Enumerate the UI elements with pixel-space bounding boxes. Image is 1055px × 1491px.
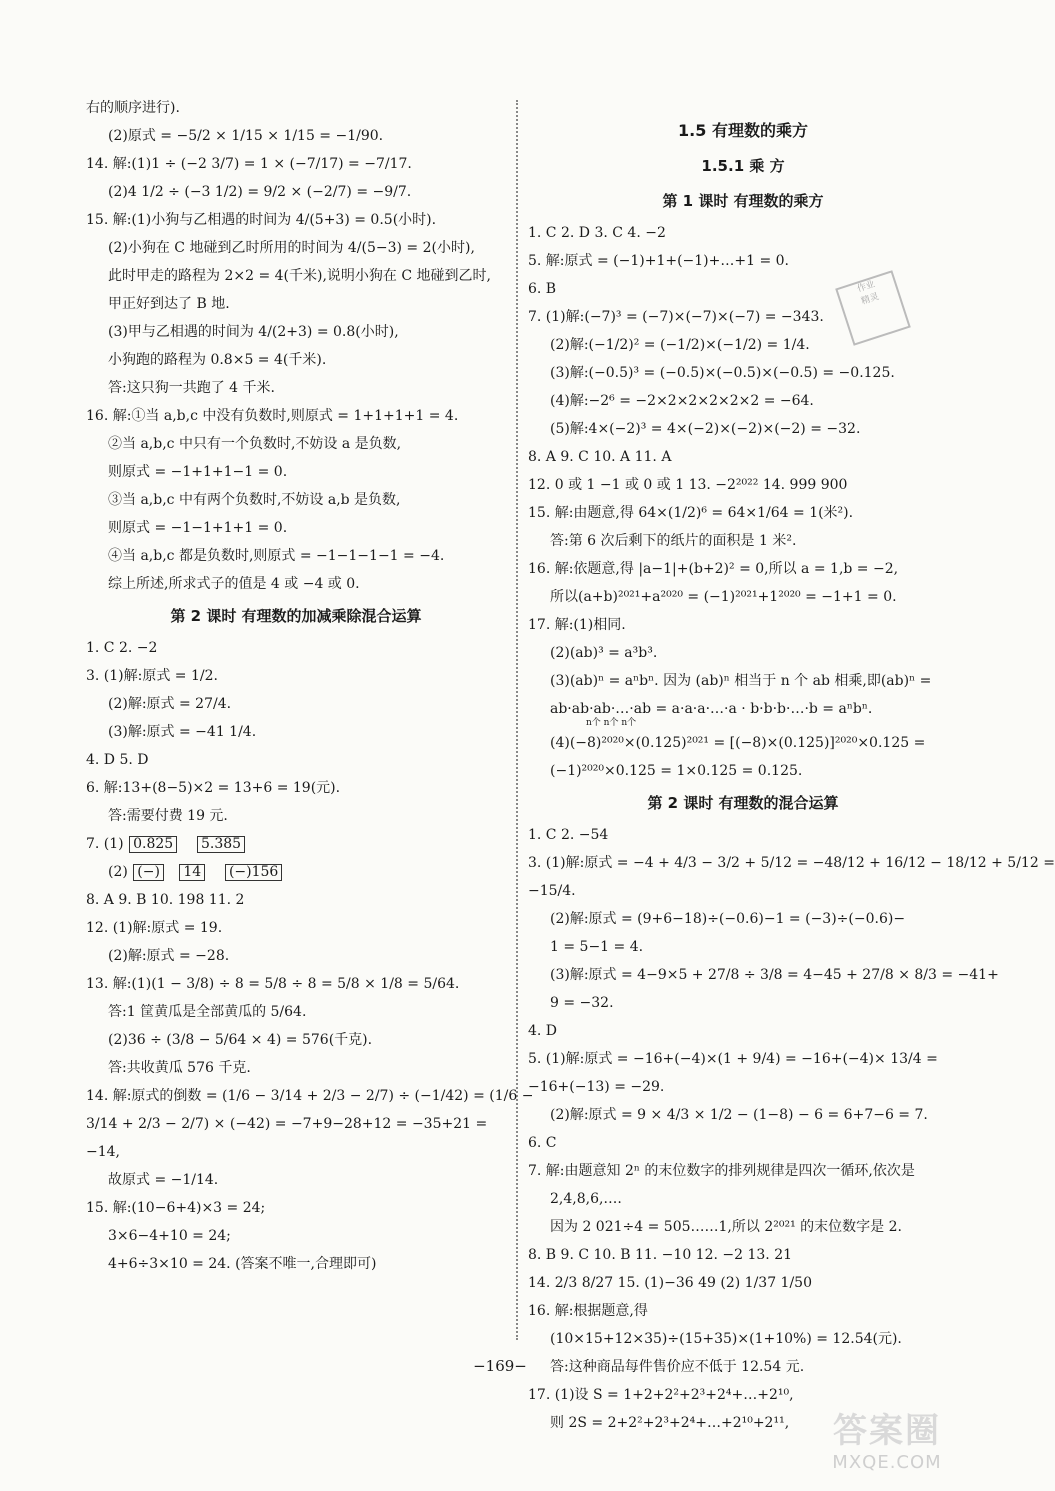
answer-box: 14 [179, 864, 205, 881]
text-line: 所以(a+b)²⁰²¹+a²⁰²⁰ = (−1)²⁰²¹+1²⁰²⁰ = −1+1 = 0. [550, 589, 897, 605]
text-line: 16. 解:①当 a,b,c 中没有负数时,则原式 = 1+1+1+1 = 4. [86, 408, 459, 424]
text-line: (4)(−8)²⁰²⁰×(0.125)²⁰²¹ = [(−8)×(0.125)]²⁰²⁰×0.125 = [550, 735, 926, 751]
text-line: 答:需要付费 19 元. [108, 808, 228, 824]
text-line: (2)解:原式 = 27/4. [108, 696, 232, 712]
text-line: 5. 解:原式 = (−1)+1+(−1)+…+1 = 0. [528, 253, 790, 269]
text-line: 15. 解:(10−6+4)×3 = 24; [86, 1200, 266, 1216]
text-line: (3)甲与乙相遇的时间为 4/(2+3) = 0.8(小时), [108, 324, 399, 340]
text-line: 4. D [528, 1023, 558, 1039]
text-line: (−1)²⁰²⁰×0.125 = 1×0.125 = 0.125. [550, 763, 803, 779]
text-line: (2)解:原式 = −28. [108, 948, 230, 964]
text-line: 6. 解:13+(8−5)×2 = 13+6 = 19(元). [86, 780, 341, 796]
text-line: (10×15+12×35)÷(15+35)×(1+10%) = 12.54(元). [550, 1331, 902, 1347]
text-line: 13. 解:(1)(1 − 3/8) ÷ 8 = 5/8 ÷ 8 = 5/8 × 1/8 = 5/64. [86, 976, 460, 992]
text-line: 3/14 + 2/3 − 2/7) × (−42) = −7+9−28+12 = −35+21 = [86, 1116, 488, 1132]
text-line: (3)(ab)ⁿ = aⁿbⁿ. 因为 (ab)ⁿ 相当于 n 个 ab 相乘,即(ab)ⁿ = [550, 673, 932, 689]
page-number: −169− [473, 1357, 527, 1375]
text-line: 小狗跑的路程为 0.8×5 = 4(千米). [108, 352, 327, 368]
text-line: 9 = −32. [550, 995, 614, 1011]
text-line: 则原式 = −1−1+1+1 = 0. [108, 520, 288, 536]
stamp-icon: 作业 精灵 [835, 270, 911, 346]
boxed-answer-line [86, 864, 506, 881]
answer-box: 0.825 [129, 836, 177, 853]
text-line: (3)解:原式 = 4−9×5 + 27/8 ÷ 3/8 = 4−45 + 27/8 × 8/3 = −41+ [550, 967, 999, 983]
text-line: 6. C [528, 1135, 557, 1151]
text-line: 综上所述,所求式子的值是 4 或 −4 或 0. [108, 576, 360, 592]
left-column [86, 100, 534, 1284]
lesson-heading: 第 2 课时 有理数的混合运算 [647, 794, 839, 812]
chapter-heading: 1.5 有理数的乘方 [678, 121, 808, 140]
text-line: (2)小狗在 C 地碰到乙时所用的时间为 4/(5−3) = 2(小时), [108, 240, 475, 256]
column-divider [516, 100, 518, 1340]
text-line: (2)解:(−1/2)² = (−1/2)×(−1/2) = 1/4. [550, 337, 810, 353]
text-line: ③当 a,b,c 中有两个负数时,不妨设 a,b 是负数, [108, 492, 401, 508]
text-line: ④当 a,b,c 都是负数时,则原式 = −1−1−1−1 = −4. [108, 548, 445, 564]
section-heading: 1.5.1 乘 方 [701, 157, 785, 175]
text-line: 则原式 = −1+1+1−1 = 0. [108, 464, 288, 480]
text-line: 1 = 5−1 = 4. [550, 939, 644, 955]
text-line: 答:这种商品每件售价应不低于 12.54 元. [550, 1359, 805, 1375]
lesson-heading: 第 1 课时 有理数的乘方 [662, 192, 824, 210]
text-line: (3)解:原式 = −41 1/4. [108, 724, 257, 740]
text-line: 答:这只狗一共跑了 4 千米. [108, 380, 275, 396]
text-line: 15. 解:由题意,得 64×(1/2)⁶ = 64×1/64 = 1(米²). [528, 505, 854, 521]
text-fragment: (2) [108, 864, 128, 880]
text-line: (2)解:原式 = 9 × 4/3 × 1/2 − (1−8) − 6 = 6+7−6 = 7. [550, 1107, 928, 1123]
text-line: 15. 解:(1)小狗与乙相遇的时间为 4/(5+3) = 0.5(小时). [86, 212, 437, 228]
text-line: 此时甲走的路程为 2×2 = 4(千米),说明小狗在 C 地碰到乙时, [108, 268, 491, 284]
text-line: 4+6÷3×10 = 24. (答案不唯一,合理即可) [108, 1256, 377, 1272]
text-line: (2)4 1/2 ÷ (−3 1/2) = 9/2 × (−2/7) = −9/7. [108, 184, 412, 200]
text-line: 答:共收黄瓜 576 千克. [108, 1060, 251, 1076]
answer-box: 5.385 [197, 836, 245, 853]
text-line: 右的顺序进行). [86, 100, 180, 116]
boxed-answer-line [86, 836, 506, 853]
text-fragment: 7. (1) [86, 836, 124, 852]
section-heading: 第 2 课时 有理数的加减乘除混合运算 [170, 607, 422, 625]
text-line: 7. 解:由题意知 2ⁿ 的末位数字的排列规律是四次一循环,依次是 [528, 1163, 915, 1179]
text-line: 5. (1)解:原式 = −16+(−4)×(1 + 9/4) = −16+(−4)× 13/4 = [528, 1051, 938, 1067]
text-line: (5)解:4×(−2)³ = 4×(−2)×(−2)×(−2) = −32. [550, 421, 861, 437]
text-line: 则 2S = 2+2²+2³+2⁴+…+2¹⁰+2¹¹, [550, 1415, 790, 1431]
text-line: 2,4,8,6,…. [550, 1191, 622, 1207]
text-line: 12. 0 或 1 −1 或 0 或 1 13. −2²⁰²² 14. 999 900 [528, 477, 848, 493]
text-line: (2)原式 = −5/2 × 1/15 × 1/15 = −1/90. [108, 128, 384, 144]
text-line: 8. A 9. B 10. 198 11. 2 [86, 892, 245, 908]
text-line: 3×6−4+10 = 24; [108, 1228, 231, 1244]
watermark [802, 1403, 972, 1473]
text-line: 答:第 6 次后剩下的纸片的面积是 1 米². [550, 533, 797, 549]
text-line: 1. C 2. −2 [86, 640, 158, 656]
text-line: 8. A 9. C 10. A 11. A [528, 449, 672, 465]
text-line: 6. B [528, 281, 557, 297]
text-line: 甲正好到达了 B 地. [108, 296, 230, 312]
text-line: 16. 解:依题意,得 |a−1|+(b+2)² = 0,所以 a = 1,b = −2, [528, 561, 899, 577]
text-line: 1. C 2. D 3. C 4. −2 [528, 225, 666, 241]
text-line: 14. 2/3 8/27 15. (1)−36 49 (2) 1/37 1/50 [528, 1275, 812, 1291]
text-line: 14. 解:原式的倒数 = (1/6 − 3/14 + 2/3 − 2/7) ÷ (−1/42) = (1/6 − [86, 1088, 534, 1104]
text-line: −16+(−13) = −29. [528, 1079, 665, 1095]
watermark-url: MXQE.COM [832, 1452, 942, 1473]
text-line: 答:1 筐黄瓜是全部黄瓜的 5/64. [108, 1004, 307, 1020]
brace-label: n个 n个 n个 [586, 718, 637, 728]
text-line: 因为 2 021÷4 = 505……1,所以 2²⁰²¹ 的末位数字是 2. [550, 1219, 902, 1235]
text-line: 12. (1)解:原式 = 19. [86, 920, 223, 936]
text-line: (2)36 ÷ (3/8 − 5/64 × 4) = 576(千克). [108, 1032, 373, 1048]
text-line: −15/4. [528, 883, 576, 899]
text-line: 17. 解:(1)相同. [528, 617, 626, 633]
text-line: (2)(ab)³ = a³b³. [550, 645, 658, 661]
answer-box: (−) [133, 864, 164, 881]
text-line: 14. 解:(1)1 ÷ (−2 3/7) = 1 × (−7/17) = −7/17. [86, 156, 412, 172]
text-line: 16. 解:根据题意,得 [528, 1303, 648, 1319]
text-line: 3. (1)解:原式 = 1/2. [86, 668, 218, 684]
text-line: ab·ab·ab·…·ab = a·a·a·…·a · b·b·b·…·b = aⁿbⁿ. [550, 701, 873, 717]
text-line: (3)解:(−0.5)³ = (−0.5)×(−0.5)×(−0.5) = −0.125. [550, 365, 895, 381]
watermark-logo: 答案圈 [833, 1411, 941, 1451]
text-line: 4. D 5. D [86, 752, 149, 768]
text-line: 1. C 2. −54 [528, 827, 609, 843]
text-line: 故原式 = −1/14. [108, 1172, 219, 1188]
text-line: 3. (1)解:原式 = −4 + 4/3 − 3/2 + 5/12 = −48/12 + 16/12 − 18/12 + 5/12 = [528, 855, 1055, 871]
text-line: (4)解:−2⁶ = −2×2×2×2×2×2 = −64. [550, 393, 814, 409]
text-line: −14, [86, 1144, 120, 1160]
text-line: 8. B 9. C 10. B 11. −10 12. −2 13. 21 [528, 1247, 793, 1263]
answer-box: (−)156 [225, 864, 282, 881]
text-line: ②当 a,b,c 中只有一个负数时,不妨设 a 是负数, [108, 436, 402, 452]
text-line: 7. (1)解:(−7)³ = (−7)×(−7)×(−7) = −343. [528, 309, 824, 325]
text-line: (2)解:原式 = (9+6−18)÷(−0.6)−1 = (−3)÷(−0.6)− [550, 911, 906, 927]
text-line: 17. (1)设 S = 1+2+2²+2³+2⁴+…+2¹⁰, [528, 1387, 794, 1403]
